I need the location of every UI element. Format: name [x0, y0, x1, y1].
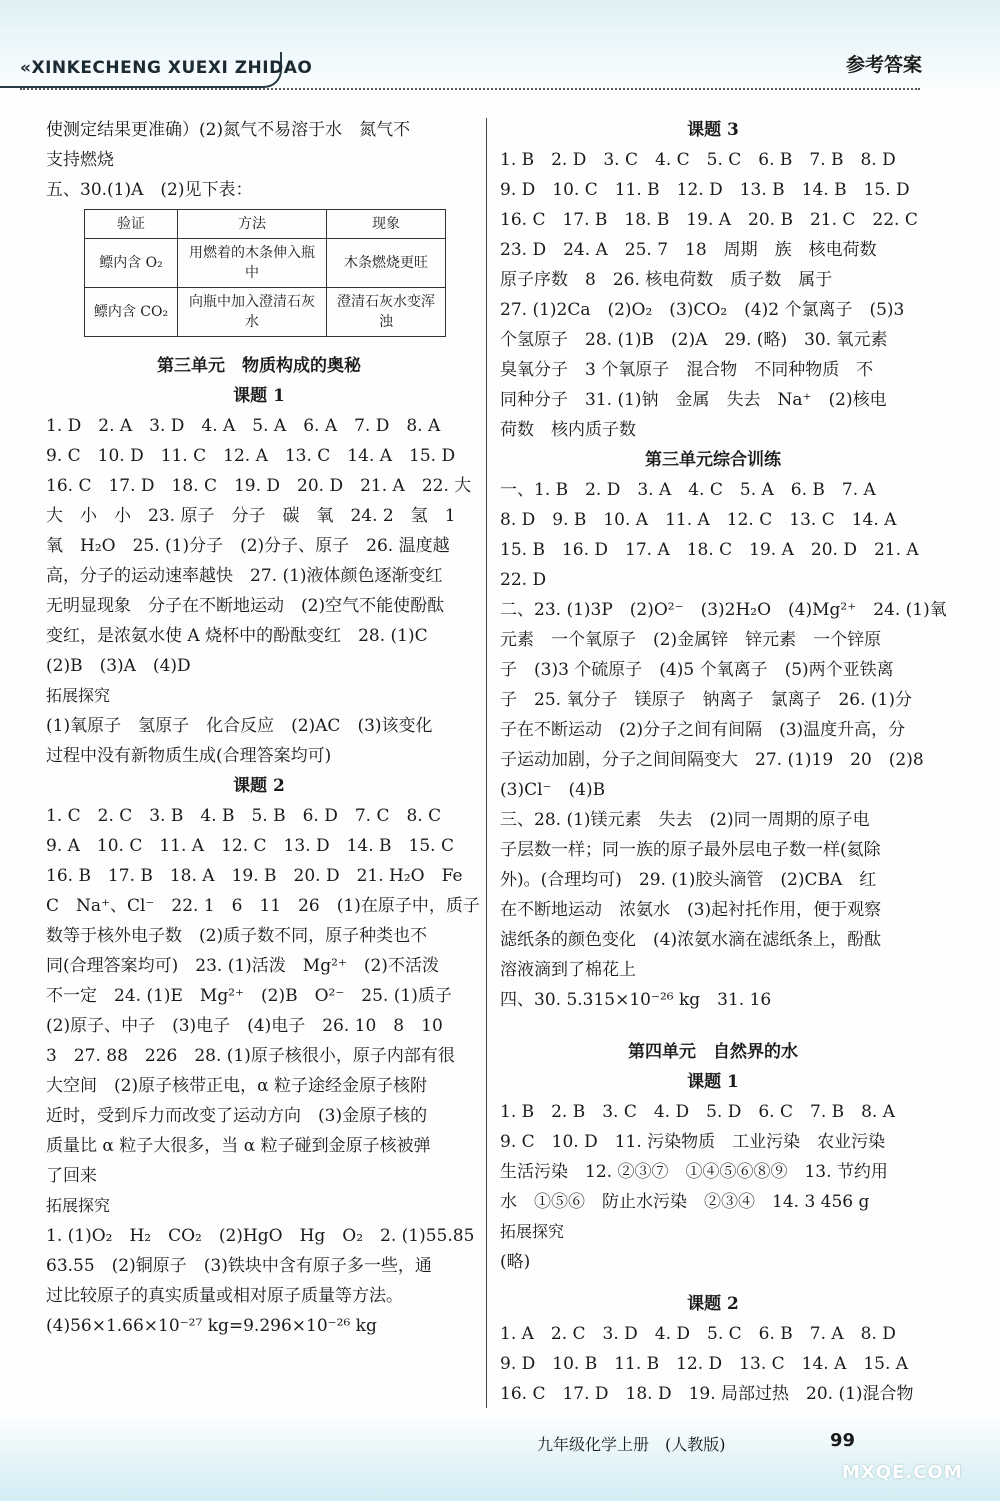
- text-line: (略): [500, 1252, 531, 1272]
- text-line: 16. B 17. B 18. A 19. B 20. D 21. H₂O Fe: [46, 866, 463, 886]
- text-line: 15. B 16. D 17. A 18. C 19. A 20. D 21. A: [500, 540, 919, 560]
- lesson1-title: 课题 1: [233, 386, 285, 406]
- text-line: 不一定 24. (1)E Mg²⁺ (2)B O²⁻ 25. (1)质子: [46, 986, 452, 1006]
- text-line: 9. C 10. D 11. C 12. A 13. C 14. A 15. D: [46, 446, 456, 466]
- unit4-title: 第四单元 自然界的水: [628, 1042, 798, 1062]
- lesson1-answers: [46, 411, 472, 771]
- text-line: 16. C 17. B 18. B 19. A 20. B 21. C 22. C: [500, 210, 918, 230]
- text-line: 原子序数 8 26. 核电荷数 质子数 属于: [500, 270, 833, 290]
- text-line: (2)B (3)A (4)D: [46, 656, 191, 676]
- text-line: 臭氧分子 3 个氧原子 混合物 不同种物质 不: [500, 360, 874, 380]
- text-line: 9. D 10. B 11. B 12. D 13. C 14. A 15. A: [500, 1354, 909, 1374]
- text-line: 23. D 24. A 25. 7 18 周期 族 核电荷数: [500, 240, 877, 260]
- page-number: 99: [830, 1430, 856, 1451]
- u4-lesson2-answers: [500, 1319, 926, 1409]
- text-line: 27. (1)2Ca (2)O₂ (3)CO₂ (4)2 个氯离子 (5)3: [500, 300, 905, 320]
- text-line: 个氢原子 28. (1)B (2)A 29. (略) 30. 氧元素: [500, 330, 888, 350]
- left-top-block: [46, 115, 472, 205]
- table-header-row: [85, 210, 446, 239]
- text-line: 3 27. 88 226 28. (1)原子核很小，原子内部有很: [46, 1046, 455, 1066]
- book-title: 九年级化学上册 (人教版): [537, 1435, 726, 1454]
- column-divider: [486, 118, 487, 1408]
- text-line: 子在不断运动 (2)分子之间有间隔 (3)温度升高，分: [500, 720, 906, 740]
- text-line: 16. C 17. D 18. D 19. 局部过热 20. (1)混合物: [500, 1384, 914, 1404]
- text-line: 近时，受到斥力而改变了运动方向 (3)金原子核的: [46, 1106, 428, 1126]
- text-line: (3)Cl⁻ (4)B: [500, 780, 606, 800]
- text-line: 9. C 10. D 11. 污染物质 工业污染 农业污染: [500, 1132, 886, 1152]
- text-line: 了回来: [46, 1166, 97, 1186]
- text-line: 大空间 (2)原子核带正电，α 粒子途经金原子核附: [46, 1076, 427, 1096]
- table-header-cell: 现象: [327, 210, 446, 239]
- unit3-title: 第三单元 物质构成的奥秘: [157, 356, 361, 376]
- text-line: 无明显现象 分子在不断地运动 (2)空气不能使酚酞: [46, 596, 445, 616]
- text-line: 质量比 α 粒子大很多，当 α 粒子碰到金原子核被弹: [46, 1136, 431, 1156]
- text-line: 16. C 17. D 18. C 19. D 20. D 21. A 22. 大: [46, 476, 472, 496]
- text-line: 同种分子 31. (1)钠 金属 失去 Na⁺ (2)核电: [500, 390, 887, 410]
- series-tag: «XINKECHENG XUEXI ZHIDAO: [20, 58, 313, 78]
- text-line: 大 小 小 23. 原子 分子 碳 氧 24. 2 氢 1: [46, 506, 456, 526]
- text-line: 1. C 2. C 3. B 4. B 5. B 6. D 7. C 8. C: [46, 806, 442, 826]
- lesson3-answers: [500, 145, 926, 445]
- text-line: 五、30.(1)A (2)见下表：: [46, 180, 253, 200]
- text-line: 1. B 2. B 3. C 4. D 5. D 6. C 7. B 8. A: [500, 1102, 896, 1122]
- text-line: 过程中没有新物质生成(合理答案均可): [46, 746, 332, 766]
- text-line: (4)56×1.66×10⁻²⁷ kg=9.296×10⁻²⁶ kg: [46, 1316, 377, 1336]
- table-cell: 向瓶中加入澄清石灰水: [178, 288, 327, 337]
- watermark: MXQE.COM: [842, 1462, 963, 1483]
- text-line: 子 (3)3 个硫原子 (4)5 个氧离子 (5)两个亚铁离: [500, 660, 894, 680]
- text-line: 四、30. 5.315×10⁻²⁶ kg 31. 16: [500, 990, 772, 1010]
- text-line: 在不断地运动 浓氨水 (3)起衬托作用，便于观察: [500, 900, 882, 920]
- text-line: 变红，是浓氨水使 A 烧杯中的酚酞变红 28. (1)C: [46, 626, 428, 646]
- text-line: 外)。(合理均可) 29. (1)胶头滴管 (2)CBA 红: [500, 870, 877, 890]
- table-cell: 用燃着的木条伸入瓶中: [178, 239, 327, 288]
- text-line: 滤纸条的颜色变化 (4)浓氨水滴在滤纸条上，酚酞: [500, 930, 882, 950]
- footer-banner: [0, 1410, 1000, 1501]
- text-line: 22. D: [500, 570, 547, 590]
- text-line: 氧 H₂O 25. (1)分子 (2)分子、原子 26. 温度越: [46, 536, 450, 556]
- text-line: 支持燃烧: [46, 150, 114, 170]
- text-line: 荷数 核内质子数: [500, 420, 636, 440]
- text-line: 三、28. (1)镁元素 失去 (2)同一周期的原子电: [500, 810, 870, 830]
- text-line: 使测定结果更准确）(2)氮气不易溶于水 氮气不: [46, 120, 411, 140]
- u4-lesson1-answers: [500, 1097, 926, 1277]
- left-column: [46, 115, 480, 1341]
- text-line: 溶液滴到了棉花上: [500, 960, 636, 980]
- right-column: [500, 115, 947, 1409]
- extension-label: 拓展探究: [46, 686, 111, 705]
- text-line: 63.55 (2)铜原子 (3)铁块中含有原子多一些，通: [46, 1256, 432, 1276]
- text-line: 数等于核外电子数 (2)质子数不同，原子种类也不: [46, 926, 428, 946]
- text-line: 9. D 10. C 11. B 12. D 13. B 14. B 15. D: [500, 180, 910, 200]
- table-cell: 鳔内含 CO₂: [85, 288, 178, 337]
- text-line: 1. (1)O₂ H₂ CO₂ (2)HgO Hg O₂ 2. (1)55.85: [46, 1226, 475, 1246]
- table-cell: 鳔内含 O₂: [85, 239, 178, 288]
- table-cell: 木条燃烧更旺: [327, 239, 446, 288]
- text-line: 9. A 10. C 11. A 12. C 13. D 14. B 15. C: [46, 836, 454, 856]
- lesson2-answers: [46, 801, 480, 1341]
- table-row: [85, 288, 446, 337]
- u4-lesson2-title: 课题 2: [687, 1294, 739, 1314]
- table-cell: 澄清石灰水变浑浊: [327, 288, 446, 337]
- text-line: 过比较原子的真实质量或相对原子质量等方法。: [46, 1286, 403, 1306]
- text-line: 8. D 9. B 10. A 11. A 12. C 13. C 14. A: [500, 510, 897, 530]
- lesson2-title: 课题 2: [233, 776, 285, 796]
- table-row: [85, 239, 446, 288]
- u4-lesson1-title: 课题 1: [687, 1072, 739, 1092]
- text-line: (2)原子、中子 (3)电子 (4)电子 26. 10 8 10: [46, 1016, 443, 1036]
- extension-label: 拓展探究: [500, 1222, 565, 1241]
- table-header-cell: 方法: [178, 210, 327, 239]
- text-line: 水 ①⑤⑥ 防止水污染 ②③④ 14. 3 456 g: [500, 1192, 870, 1212]
- text-line: 子运动加剧，分子之间间隔变大 27. (1)19 20 (2)8: [500, 750, 924, 770]
- text-line: 1. D 2. A 3. D 4. A 5. A 6. A 7. D 8. A: [46, 416, 441, 436]
- text-line: 1. B 2. D 3. C 4. C 5. C 6. B 7. B 8. D: [500, 150, 896, 170]
- extension-label: 拓展探究: [46, 1196, 111, 1215]
- text-line: 一、1. B 2. D 3. A 4. C 5. A 6. B 7. A: [500, 480, 876, 500]
- text-line: (1)氧原子 氢原子 化合反应 (2)AC (3)该变化: [46, 716, 433, 736]
- text-line: 高，分子的运动速率越快 27. (1)液体颜色逐渐变红: [46, 566, 443, 586]
- text-line: 生活污染 12. ②③⑦ ①④⑤⑥⑧⑨ 13. 节约用: [500, 1162, 888, 1182]
- text-line: 元素 一个氧原子 (2)金属锌 锌元素 一个锌原: [500, 630, 882, 650]
- text-line: 二、23. (1)3P (2)O²⁻ (3)2H₂O (4)Mg²⁺ 24. (1)氧: [500, 600, 947, 620]
- header-divider: [20, 88, 920, 90]
- unit3-review-title: 第三单元综合训练: [645, 450, 781, 470]
- text-line: 子 25. 氧分子 镁原子 钠离子 氯离子 26. (1)分: [500, 690, 912, 710]
- text-line: 1. A 2. C 3. D 4. D 5. C 6. B 7. A 8. D: [500, 1324, 896, 1344]
- text-line: C Na⁺、Cl⁻ 22. 1 6 11 26 (1)在原子中，质子: [46, 896, 480, 916]
- table-header-cell: 验证: [85, 210, 178, 239]
- answer-table: [84, 209, 446, 337]
- text-line: 子层数一样；同一族的原子最外层电子数一样(氦除: [500, 840, 881, 860]
- header-title: 参考答案: [845, 54, 922, 76]
- text-line: 同(合理答案均可) 23. (1)活泼 Mg²⁺ (2)不活泼: [46, 956, 439, 976]
- lesson3-title: 课题 3: [687, 120, 739, 140]
- unit3-review-answers: [500, 475, 947, 1015]
